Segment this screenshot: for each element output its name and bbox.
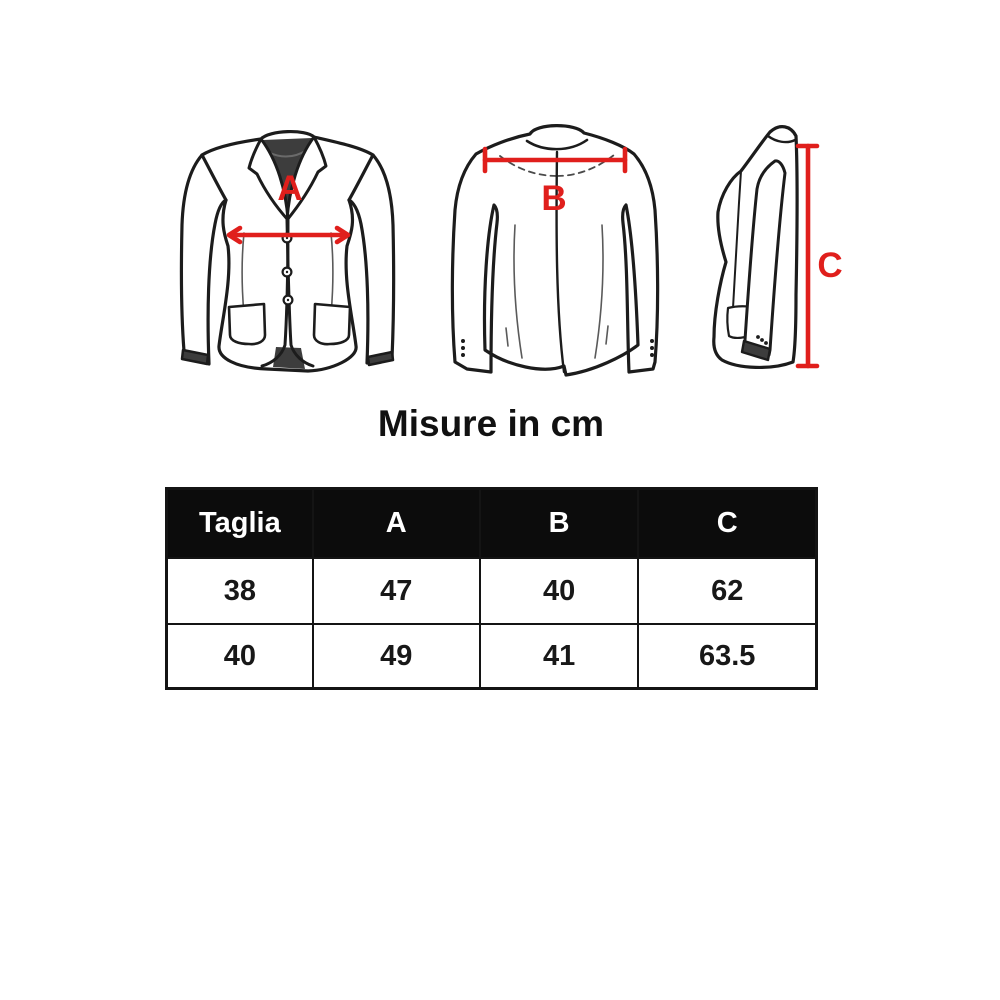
- cell-size: 40: [167, 624, 313, 689]
- cell-size: 38: [167, 558, 313, 624]
- column-header-c: C: [638, 489, 816, 559]
- jacket-front-drawing: [172, 108, 408, 380]
- table-row: [167, 624, 817, 689]
- size-table-header-row: [167, 489, 817, 559]
- column-header-b: B: [480, 489, 639, 559]
- front-pocket-left: [229, 304, 265, 344]
- cell-measure-a: 49: [313, 624, 480, 689]
- jacket-front-view: [172, 108, 408, 380]
- cell-measure-b: 40: [480, 558, 639, 624]
- column-header-a: A: [313, 489, 480, 559]
- cell-measure-a: 47: [313, 558, 480, 624]
- cell-measure-c: 62: [638, 558, 816, 624]
- jacket-side-drawing: [700, 110, 850, 382]
- measure-label-c: C: [817, 246, 843, 285]
- column-header-taglia: Taglia: [167, 489, 313, 559]
- size-table: [165, 487, 818, 690]
- jacket-side-view: [700, 110, 850, 382]
- measure-arrow-c: [798, 146, 817, 366]
- measure-label-a: A: [277, 169, 303, 208]
- jacket-back-drawing: [442, 110, 678, 382]
- table-row: [167, 558, 817, 624]
- cell-measure-b: 41: [480, 624, 639, 689]
- cell-measure-c: 63.5: [638, 624, 816, 689]
- jacket-back-view: [442, 110, 678, 382]
- page-title: Misure in cm: [377, 403, 605, 444]
- measure-label-b: B: [541, 179, 567, 218]
- front-pocket-right: [314, 304, 350, 344]
